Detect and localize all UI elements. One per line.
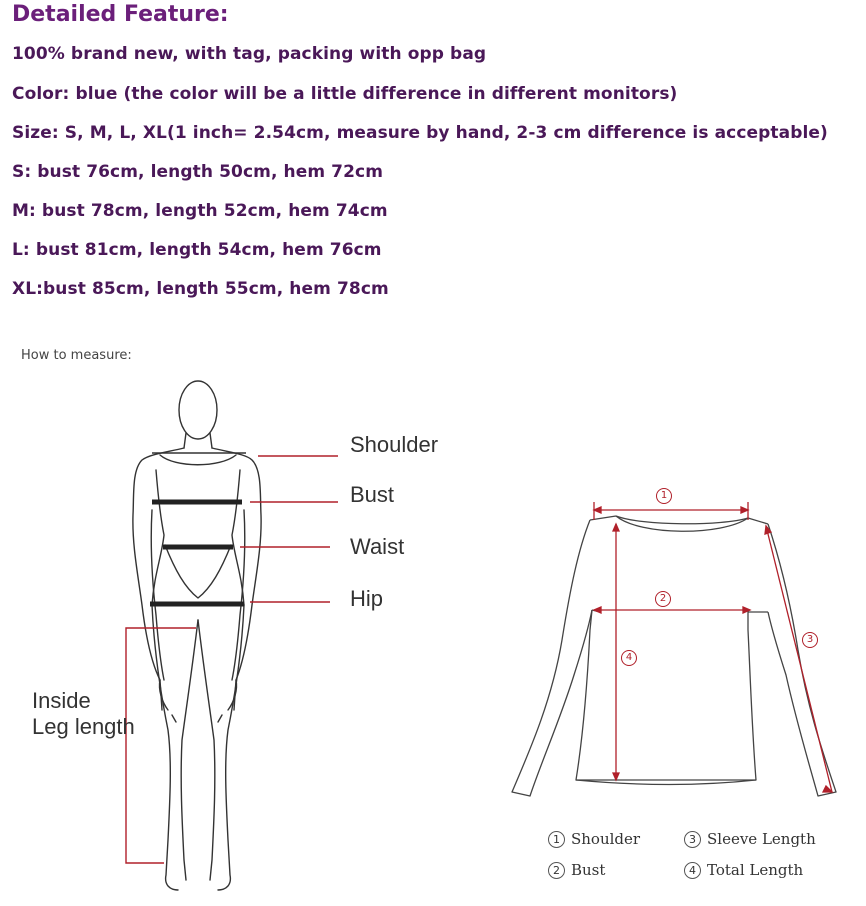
shirt-marker-1: 1: [656, 488, 672, 504]
body-bands: [150, 502, 244, 604]
legend-shoulder: [548, 830, 640, 848]
shirt-outline: [512, 516, 836, 796]
feature-line-packing: 100% brand new, with tag, packing with opp bag: [12, 44, 487, 64]
label-inside-leg: [32, 688, 135, 740]
feature-line-size: Size: S, M, L, XL(1 inch= 2.54cm, measure by hand, 2-3 cm difference is acceptable): [12, 123, 828, 143]
legend-num-2: 2: [548, 862, 565, 879]
measure-drawing: [0, 330, 866, 906]
label-shoulder: Shoulder: [350, 432, 439, 457]
label-inside-leg-line2: Leg length: [32, 714, 135, 739]
body-figure: [133, 381, 261, 890]
shirt-marker-2: 2: [655, 591, 671, 607]
feature-line-color: Color: blue (the color will be a little difference in different monitors): [12, 84, 678, 104]
shirt-marker-3: 3: [802, 632, 818, 648]
legend-sleeve-length: [684, 830, 816, 848]
how-to-measure-label: How to measure:: [21, 348, 132, 363]
measure-illustration: [0, 330, 866, 906]
legend-label-1: Shoulder: [571, 830, 641, 848]
label-waist: Waist: [350, 534, 405, 559]
label-hip: Hip: [350, 586, 384, 611]
shirt-marker-4: 4: [621, 650, 637, 666]
feature-title: Detailed Feature:: [12, 2, 229, 27]
legend-label-4: Total Length: [707, 861, 804, 879]
legend-label-3: Sleeve Length: [707, 830, 816, 848]
feature-line-xl: XL:bust 85cm, length 55cm, hem 78cm: [12, 279, 389, 299]
legend-num-4: 4: [684, 862, 701, 879]
feature-line-m: M: bust 78cm, length 52cm, hem 74cm: [12, 201, 388, 221]
label-bust: Bust: [350, 482, 395, 507]
legend-label-2: Bust: [571, 861, 606, 879]
label-inside-leg-line1: Inside: [32, 688, 91, 713]
leader-lines: [240, 456, 338, 602]
shirt-measure-lines: [594, 502, 832, 792]
feature-line-l: L: bust 81cm, length 54cm, hem 76cm: [12, 240, 382, 260]
legend-total-length: [684, 861, 803, 879]
legend-num-3: 3: [684, 831, 701, 848]
feature-line-s: S: bust 76cm, length 50cm, hem 72cm: [12, 162, 384, 182]
legend-num-1: 1: [548, 831, 565, 848]
legend-bust: [548, 861, 605, 879]
